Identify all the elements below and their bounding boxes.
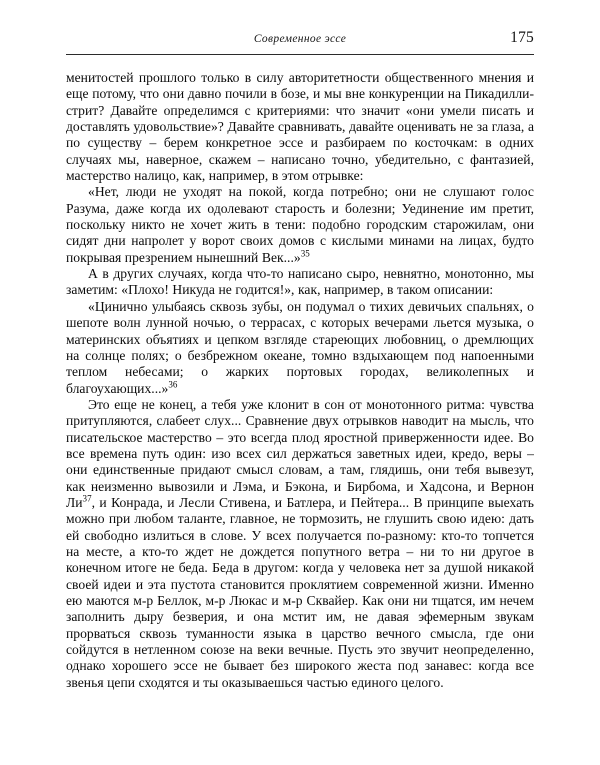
quote-text: «Нет, люди не уходят на покой, когда потребно; они не слушают голос Разума, даже когда их одолевают старость и болезни; Уединение им претит, поскольку никто не хочет жить в тени: подобно городским старожилам, они сидят дни напролет у ворот своих домов с кислыми минами на лицах, будто покрывая презрением нынешний Век...» bbox=[66, 184, 534, 265]
block-quote-first bbox=[66, 184, 534, 266]
running-title: Современное эссе bbox=[253, 33, 347, 45]
page-content bbox=[66, 0, 534, 691]
running-header bbox=[66, 29, 534, 58]
footnote-marker-35[interactable]: 35 bbox=[300, 248, 310, 259]
paragraph-continuation: менитостей прошлого только в силу авторитетности общественного мнения и еще потому, что они давно почили в бозе, и мы вне конкуренции на Пикадилли-стрит? Давайте определимся с критериями: что значит «они умели писать и доставлять удовольствие»? Давайте сравнивать, давайте оценивать не за глаза, а по существу – берем конкретное эссе и разбираем по косточкам: в одних случаях мы, наверное, скажем – написано точно, убедительно, с фантазией, мастерство налицо, как, например, в этом отрывке: bbox=[66, 70, 534, 184]
conclusion-text-part-two: , и Конрада, и Лесли Стивена, и Батлера, и Пейтера... В принципе выехать можно при любом таланте, главное, не тормозить, не глушить свою идею: дать ей свободно излиться в слове. У всех получается по-разному: кто-то топчется на месте, а кто-то ждет не дождется попутного ветра – ни то ни другое в конечном итоге не беда. Беда в другом: когда у человека нет за душой никакой своей идеи и эта пустота становится проклятием современной жизни. Именно ею маются м-р Беллок, м-р Люкас и м-р Сквайер. Как они ни тщатся, им нечем заполнить дыру безверия, и она мстит им, не давая эфемерным звукам прорваться сквозь туманности языка в царство вечного смысла, где они сойдутся в нетленном союзе на веки вечные. Пусть это звучит неопределенно, однако хорошего эссе не бывает без широкого жеста под занавес: когда все звенья цепи сходятся и ты оказываешься частью единого целого. bbox=[66, 494, 534, 690]
block-quote-second bbox=[66, 299, 534, 397]
header-rule bbox=[66, 54, 534, 55]
quote-text: «Цинично улыбаясь сквозь зубы, он подумал о тихих девичьих спальнях, о шепоте волн лунной ночью, о террасах, с которых вечерами льется музыка, о материнских объятиях и цепком взгляде стареющих любовниц, о дремлющих на солнце полях; о безбрежном океане, томно вздыхающем под напоенными теплом небесами; о жарких портовых городах, великолепных и благоухающих...» bbox=[66, 298, 534, 396]
conclusion-text-part-one: Это еще не конец, а тебя уже клонит в сон от монотонного ритма: чувства притупляются, слабеет слух... Сравнение двух отрывков наводит на мысль, что писательское мастерство – это всегда плод яростной приверженности идее. Во все времена путь один: изо всех сил держаться заветных идеи, кредо, веры – они единственные придают смысл словам, а там, глядишь, они тебя вывезут, как неизменно вывозили и Лэма, и Бэкона, и Бирбома, и Хадсона, и Вернон Ли bbox=[66, 396, 534, 510]
footnote-marker-37[interactable]: 37 bbox=[82, 493, 92, 504]
paragraph-commentary: А в других случаях, когда что-то написано сыро, невнятно, монотонно, мы заметим: «Плохо! Никуда не годится!», как, например, в таком описании: bbox=[66, 266, 534, 298]
page-number: 175 bbox=[510, 29, 534, 46]
body-text bbox=[66, 70, 534, 691]
paragraph-conclusion bbox=[66, 397, 534, 691]
footnote-marker-36[interactable]: 36 bbox=[168, 379, 178, 389]
